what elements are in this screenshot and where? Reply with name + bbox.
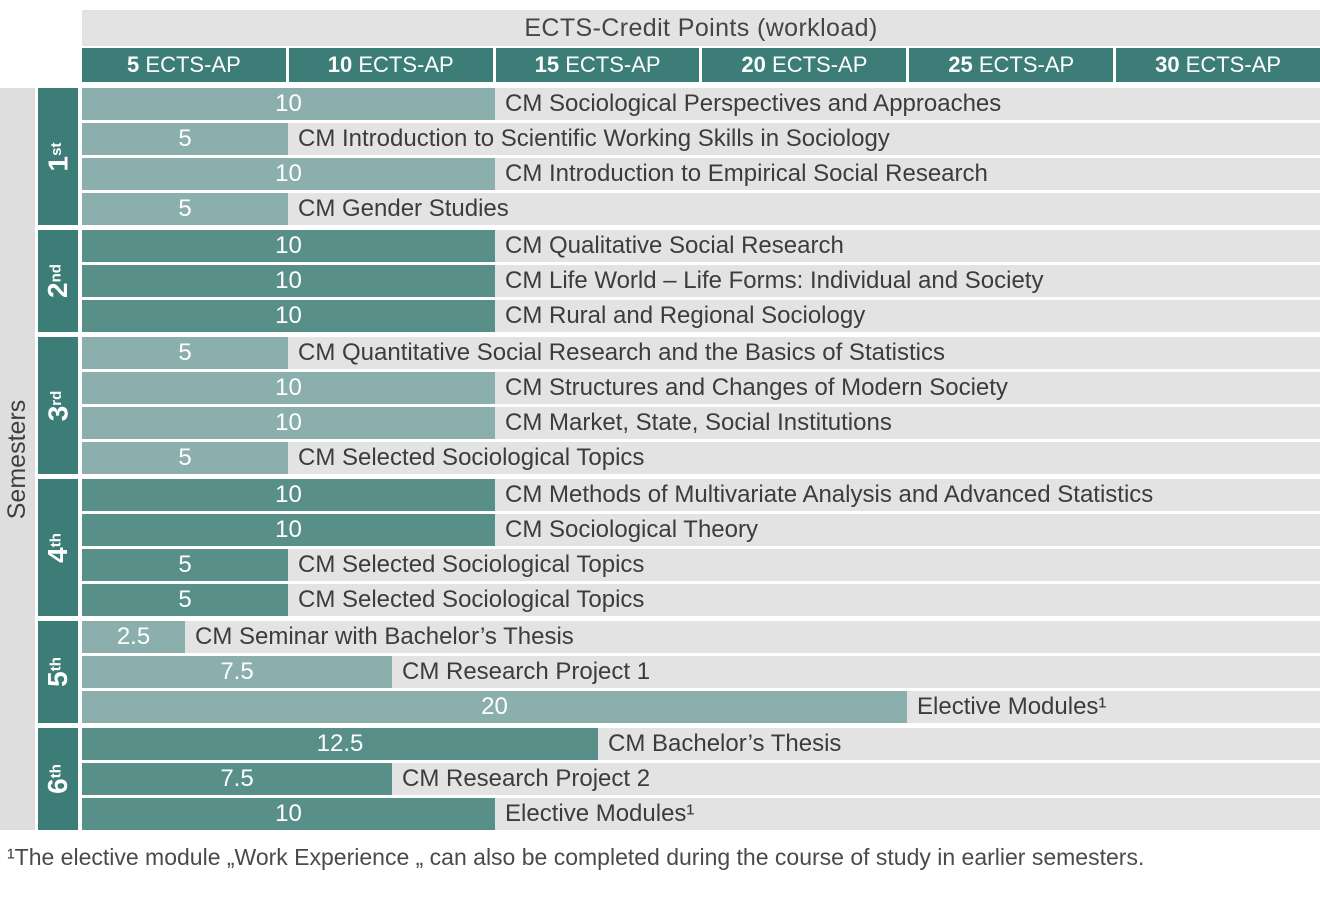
ects-unit: ECTS-AP (559, 52, 661, 77)
ects-value: 10 (327, 52, 353, 77)
semester-label-text (44, 264, 72, 298)
module-name: Elective Modules¹ (917, 693, 1107, 720)
semester-ordinal-suffix: nd (47, 264, 65, 283)
chart-title: ECTS-Credit Points (workload) (82, 10, 1320, 46)
semester-ordinal-suffix: th (47, 657, 65, 672)
credit-value: 20 (481, 693, 508, 720)
module-row (82, 88, 1320, 120)
module-rows (82, 88, 1320, 225)
semester-ordinal-suffix: st (47, 142, 65, 156)
module-row (82, 728, 1320, 760)
ects-unit: ECTS-AP (352, 52, 454, 77)
credit-value: 7.5 (220, 765, 254, 792)
credit-value: 5 (178, 125, 192, 152)
credit-value: 5 (178, 195, 192, 222)
semester-group-6th (0, 728, 1320, 830)
semester-number: 3 (41, 405, 73, 421)
ects-value: 5 (127, 52, 140, 77)
credit-value: 10 (275, 160, 302, 187)
semester-number: 1 (41, 155, 73, 171)
module-row (82, 584, 1320, 616)
module-rows (82, 728, 1320, 830)
module-name: CM Methods of Multivariate Analysis and Advanced Statistics (505, 481, 1154, 508)
semester-group-5th (0, 621, 1320, 723)
module-row (82, 621, 1320, 653)
module-row (82, 479, 1320, 511)
module-rows (82, 479, 1320, 616)
footnote: ¹The elective module „Work Experience „ can also be completed during the course of study in earlier semesters. (7, 844, 1145, 870)
ects-column-header (289, 48, 493, 82)
module-row (82, 763, 1320, 795)
semester-label-text (44, 533, 72, 563)
credit-bar (82, 123, 288, 155)
module-row (82, 407, 1320, 439)
semester-ordinal-suffix: th (47, 532, 65, 547)
semester-label-1st (38, 88, 78, 225)
semester-label-4th (38, 479, 78, 616)
credit-bar (82, 265, 495, 297)
ects-unit: ECTS-AP (765, 52, 868, 77)
credit-value: 10 (275, 267, 302, 294)
module-row (82, 549, 1320, 581)
credit-value: 10 (275, 302, 302, 329)
module-name: CM Introduction to Empirical Social Research (505, 160, 988, 187)
credit-value: 10 (275, 374, 302, 401)
module-row (82, 230, 1320, 262)
module-row (82, 193, 1320, 225)
semester-label-5th (38, 621, 78, 723)
credit-bar (82, 798, 495, 830)
module-name: Elective Modules¹ (505, 800, 695, 827)
credit-value: 10 (275, 481, 302, 508)
ects-value: 20 (741, 52, 766, 77)
module-rows (82, 230, 1320, 332)
credit-bar (82, 158, 495, 190)
ects-column-header (1116, 48, 1320, 82)
credit-bar (82, 442, 288, 474)
semester-label-6th (38, 728, 78, 830)
module-row (82, 300, 1320, 332)
module-name: CM Selected Sociological Topics (298, 551, 645, 578)
module-row (82, 337, 1320, 369)
credit-bar (82, 728, 598, 760)
semester-label-2nd (38, 230, 78, 332)
module-rows (82, 337, 1320, 474)
credit-bar (82, 230, 495, 262)
module-row (82, 656, 1320, 688)
semester-number: 4 (42, 546, 73, 563)
module-row (82, 514, 1320, 546)
semester-label-text (41, 142, 73, 171)
module-name: CM Quantitative Social Research and the Basics of Statistics (298, 339, 945, 366)
semester-group-2nd (0, 230, 1320, 332)
ects-column-header (496, 48, 700, 82)
ects-value: 30 (1155, 52, 1180, 77)
credit-bar (82, 656, 392, 688)
credit-bar (82, 193, 288, 225)
credit-value: 10 (275, 409, 302, 436)
ects-unit: ECTS-AP (972, 52, 1075, 77)
module-name: CM Selected Sociological Topics (298, 586, 645, 613)
semester-groups (0, 88, 1320, 830)
semester-group-3rd (0, 337, 1320, 474)
credit-bar (82, 407, 495, 439)
semester-label-text (44, 764, 72, 794)
module-name: CM Seminar with Bachelor’s Thesis (195, 623, 574, 650)
credit-bar (82, 300, 495, 332)
module-name: CM Life World – Life Forms: Individual and Society (505, 267, 1044, 294)
module-row (82, 442, 1320, 474)
module-name: CM Sociological Perspectives and Approaches (505, 90, 1002, 117)
credit-bar (82, 691, 907, 723)
credit-value: 5 (178, 339, 192, 366)
credit-value: 2.5 (116, 623, 151, 650)
credit-value: 10 (275, 800, 302, 827)
ects-column-header (702, 48, 906, 82)
credit-value: 5 (178, 586, 192, 613)
credit-bar (82, 88, 495, 120)
credit-value: 10 (275, 516, 302, 543)
module-name: CM Qualitative Social Research (505, 232, 844, 259)
ects-column-header (82, 48, 286, 82)
ects-column-header (909, 48, 1113, 82)
module-row (82, 798, 1320, 830)
semester-group-1st (0, 88, 1320, 225)
credit-bar (82, 337, 288, 369)
module-name: CM Market, State, Social Institutions (505, 409, 892, 436)
ects-value: 15 (534, 52, 560, 77)
semester-ordinal-suffix: th (47, 764, 65, 779)
module-name: CM Bachelor’s Thesis (608, 730, 842, 757)
module-name: CM Sociological Theory (505, 516, 758, 543)
semester-number: 6 (42, 778, 73, 794)
semester-number: 2 (42, 282, 73, 298)
credit-bar (82, 514, 495, 546)
module-name: CM Research Project 2 (402, 765, 651, 792)
credit-value: 10 (275, 90, 302, 117)
module-row (82, 691, 1320, 723)
module-name: CM Gender Studies (298, 195, 509, 222)
module-row (82, 123, 1320, 155)
semester-number: 5 (42, 671, 73, 687)
module-name: CM Rural and Regional Sociology (505, 302, 866, 329)
credit-value: 12.5 (316, 730, 364, 757)
module-row (82, 158, 1320, 190)
credit-bar (82, 479, 495, 511)
credit-bar (82, 584, 288, 616)
semester-label-text (44, 657, 72, 687)
credit-value: 5 (178, 551, 192, 578)
ects-unit: ECTS-AP (139, 52, 241, 77)
semester-group-4th (0, 479, 1320, 616)
credit-bar (82, 763, 392, 795)
module-name: CM Introduction to Scientific Working Skills in Sociology (298, 125, 890, 152)
module-rows (82, 621, 1320, 723)
module-name: CM Research Project 1 (402, 658, 651, 685)
module-name: CM Structures and Changes of Modern Society (505, 374, 1008, 401)
ects-unit: ECTS-AP (1179, 52, 1282, 77)
module-row (82, 372, 1320, 404)
credit-bar (82, 549, 288, 581)
semester-label-3rd (38, 337, 78, 474)
ects-value: 25 (948, 52, 973, 77)
credit-value: 10 (275, 232, 302, 259)
credit-bar (82, 621, 185, 653)
semester-ordinal-suffix: rd (47, 390, 65, 406)
semesters-axis-label: Semesters (3, 399, 32, 519)
ects-scale-header (82, 48, 1320, 82)
credit-value: 7.5 (220, 658, 254, 685)
credit-value: 5 (178, 444, 192, 471)
semester-label-text (41, 390, 73, 421)
module-row (82, 265, 1320, 297)
credit-bar (82, 372, 495, 404)
module-name: CM Selected Sociological Topics (298, 444, 645, 471)
